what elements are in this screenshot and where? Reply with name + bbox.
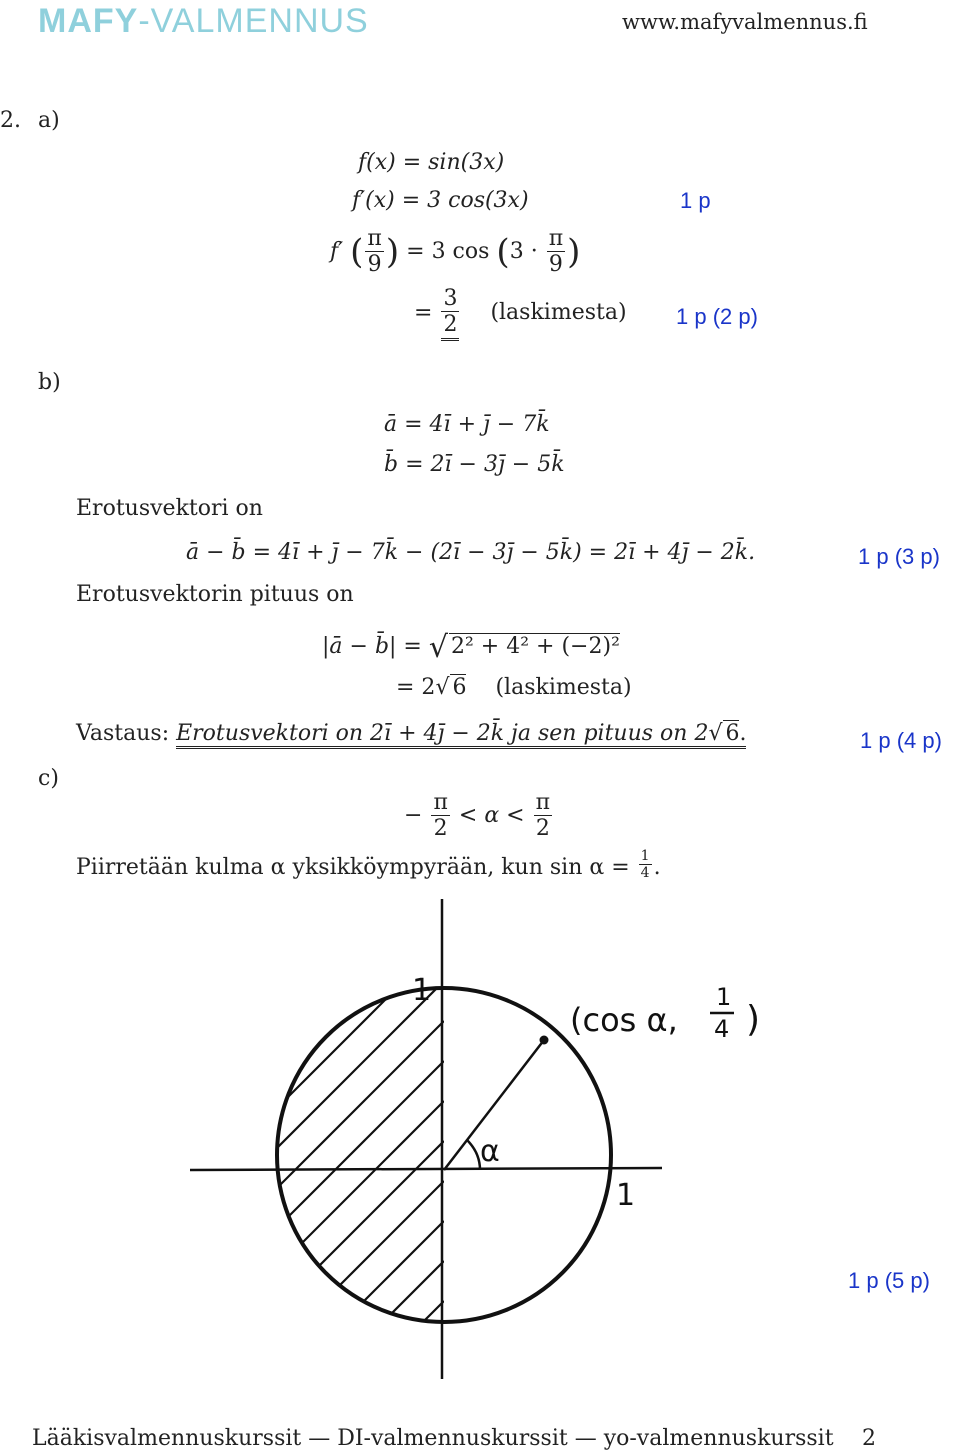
eq-sign: = xyxy=(414,300,433,326)
frac-pi-2-a xyxy=(431,790,449,842)
frac-den: 9 xyxy=(367,252,382,278)
length-lhs: |ā − b̄| = xyxy=(322,634,422,659)
paren-open: ( xyxy=(350,231,364,272)
dot: · xyxy=(530,238,538,264)
logo-part-mafy: MAFY xyxy=(38,2,139,40)
frac-pi-9 xyxy=(365,226,383,278)
minus: − xyxy=(404,802,423,828)
unit-circle-sketch xyxy=(180,895,780,1385)
frac-1: 1 xyxy=(640,848,650,864)
problem-number: 2. xyxy=(0,108,21,133)
laskimesta-a: (laskimesta) xyxy=(490,300,627,326)
sketch-label-right-1: 1 xyxy=(616,1178,636,1213)
vec-b: b̄ = 2ī − 3j̄ − 5k̄ xyxy=(384,452,565,477)
logo xyxy=(38,2,369,41)
difference-eq: ā − b̄ = 4ī + j̄ − 7k̄ − (2ī − 3j̄ − 5k̄) = 2ī + 4j̄ − 2k̄. xyxy=(186,540,756,565)
answer-end: . xyxy=(739,721,747,746)
part-b-label: b) xyxy=(38,370,61,395)
vec-a: ā = 4ī + j̄ − 7k̄ xyxy=(384,412,550,437)
answer-sqrt: 6 xyxy=(725,721,740,746)
answer-line xyxy=(76,720,746,746)
sketch-frac-4: 4 xyxy=(714,1015,730,1043)
length-result-pre: = 2 xyxy=(396,675,436,700)
points-b1: 1 p (3 p) xyxy=(858,544,940,569)
frac-2: 2 xyxy=(441,312,459,340)
eq-a-line3 xyxy=(330,226,580,278)
laskimesta-b: (laskimesta) xyxy=(495,675,632,700)
frac-2-a: 2 xyxy=(433,816,448,842)
points-a2: 1 p (2 p) xyxy=(676,304,758,329)
angle-arc xyxy=(467,1140,480,1170)
paren-open-2: ( xyxy=(496,231,510,272)
text-piirretaan xyxy=(76,848,661,881)
text-erotusvektori: Erotusvektori on xyxy=(76,496,263,521)
eq-cos: = 3 cos xyxy=(406,238,490,264)
answer-body: Erotusvektori on 2ī + 4j̄ − 2k̄ ja sen pituus on 2 xyxy=(176,721,709,746)
frac-1-4 xyxy=(639,848,652,881)
part-c-label: c) xyxy=(38,766,59,791)
hatching xyxy=(180,895,444,1385)
sqrt-symbol-3: √ xyxy=(708,721,723,746)
sketch-alpha: α xyxy=(480,1134,500,1169)
sketch-label-top-1: 1 xyxy=(412,973,432,1008)
piirretaan-body: Piirretään kulma α yksikköympyrään, kun sin α = xyxy=(76,855,630,881)
eq-a-line4 xyxy=(414,286,627,341)
sqrt-radicand: 2² + 4² + (−2)² xyxy=(451,634,620,659)
part-a-label: a) xyxy=(38,108,60,133)
frac-num-b: π xyxy=(548,226,564,251)
frac-3-2 xyxy=(441,286,459,341)
page-number: 2 xyxy=(862,1426,876,1451)
points-c: 1 p (5 p) xyxy=(848,1268,930,1293)
x-axis xyxy=(190,1168,662,1170)
eq-a-line2: f′(x) = 3 cos(3x) xyxy=(352,188,529,213)
sketch-frac-1: 1 xyxy=(716,983,732,1011)
frac-pi-9-b xyxy=(547,226,565,278)
f-prime: f′ xyxy=(330,238,344,264)
unit-circle xyxy=(277,988,611,1322)
frac-pi-2-b xyxy=(534,790,552,842)
sketch-paren-close: ) xyxy=(746,999,761,1040)
logo-part-valmennus: -VALMENNUS xyxy=(138,2,369,40)
ineq-mid: < α < xyxy=(458,802,525,828)
points-a1: 1 p xyxy=(680,188,711,213)
sqrt-6: 6 xyxy=(452,675,467,700)
sketch-point-label: (cos α, xyxy=(570,1001,678,1039)
frac-3: 3 xyxy=(443,286,458,311)
header-url[interactable]: www.mafyvalmennus.fi xyxy=(622,10,868,34)
answer-text xyxy=(176,721,746,749)
frac-4: 4 xyxy=(640,865,650,882)
paren-close: ) xyxy=(385,231,400,272)
frac-2-b: 2 xyxy=(535,816,550,842)
radius-point xyxy=(540,1036,549,1045)
frac-den-b: 9 xyxy=(548,252,563,278)
period: . xyxy=(653,855,661,881)
text-pituus: Erotusvektorin pituus on xyxy=(76,582,354,607)
length-eq xyxy=(322,630,620,665)
answer-prefix: Vastaus: xyxy=(76,721,177,746)
sqrt-symbol-2: √ xyxy=(435,675,450,700)
frac-pi-b: π xyxy=(535,790,551,815)
frac-pi-a: π xyxy=(433,790,448,815)
footer-text: Lääkisvalmennuskurssit — DI-valmennuskurssit — yo-valmennuskurssit xyxy=(32,1426,834,1451)
sqrt-symbol: √ xyxy=(428,630,448,665)
frac-num: π xyxy=(367,226,382,251)
three: 3 xyxy=(509,238,524,264)
paren-close-2: ) xyxy=(567,231,581,272)
points-b2: 1 p (4 p) xyxy=(860,728,942,753)
length-result xyxy=(396,674,632,700)
inequality xyxy=(404,790,554,842)
eq-a-line1: f(x) = sin(3x) xyxy=(358,150,505,175)
